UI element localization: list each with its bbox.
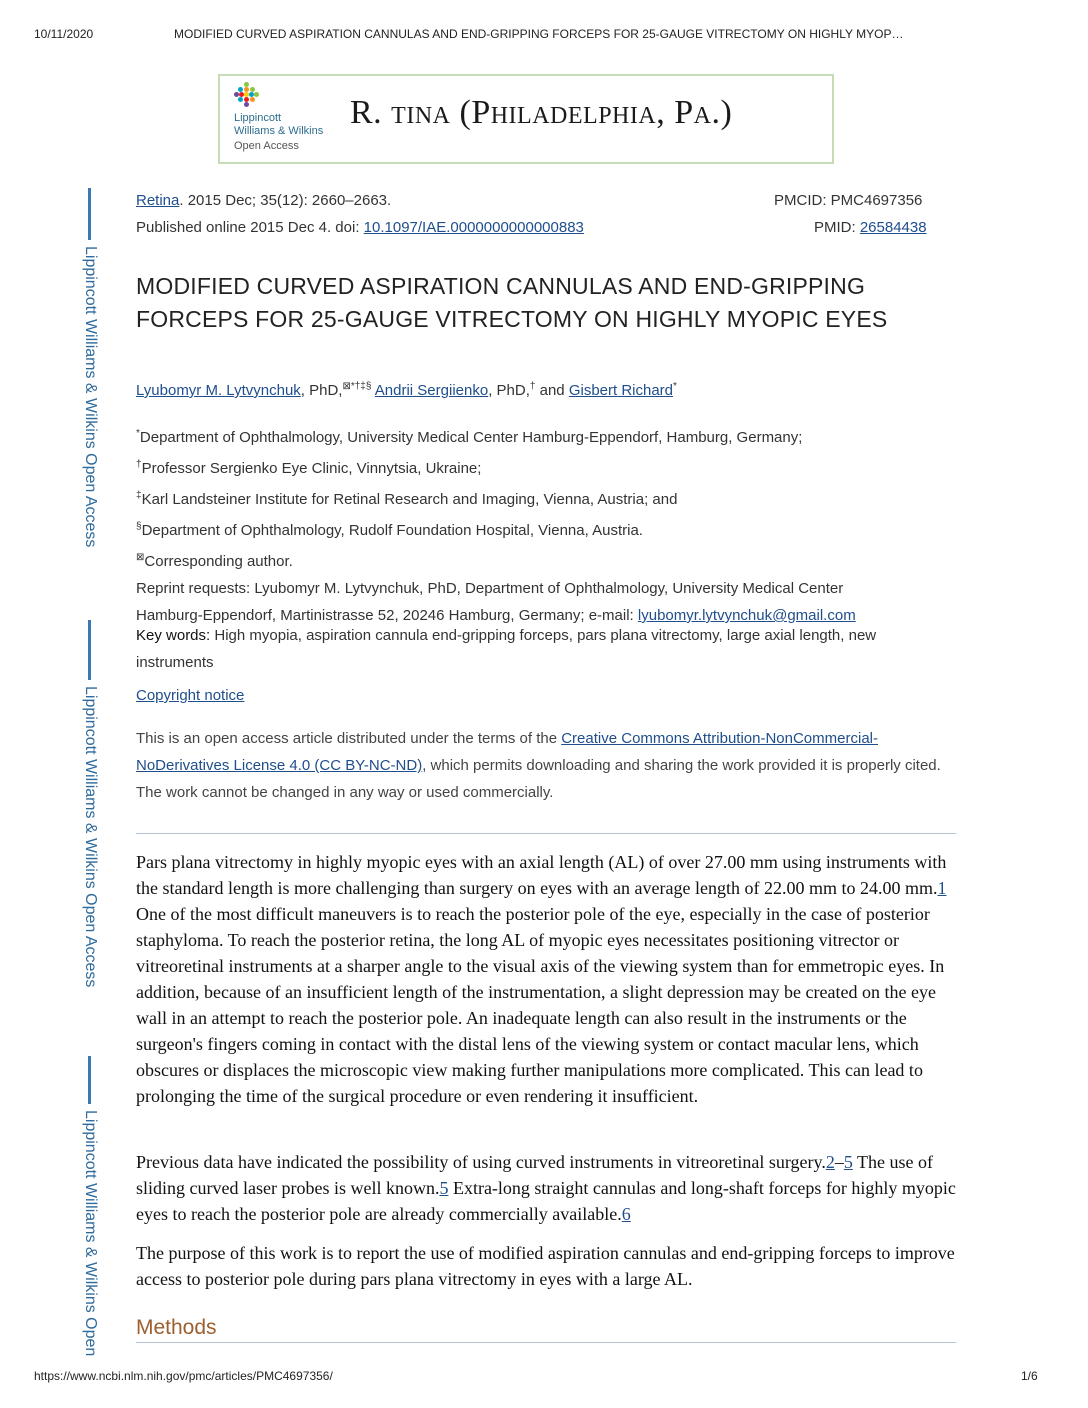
body-paragraph-3: The purpose of this work is to report the use of modified aspiration cannulas and end-gripping forceps to improve access to posterior pole during pars plana vitrectomy in eyes with a large AL. — [136, 1243, 955, 1289]
logo-grid-icon — [234, 82, 260, 108]
keywords-text: High myopia, aspiration cannula end-gripping forceps, pars plana vitrectomy, large axial length, new instruments — [136, 627, 877, 671]
publisher-name-line2: Williams & Wilkins — [234, 125, 324, 137]
publisher-logo — [234, 82, 344, 160]
paragraph-text: Pars plana vitrectomy in highly myopic eyes with an axial length (AL) of over 27.00 mm using instruments with the standard length is more challenging than surgery on eyes with an average length of 22.00 mm to 24.00 mm. — [136, 852, 947, 898]
side-text-3: Lippincott Williams & Wilkins Open — [82, 1110, 99, 1357]
print-page-number: 1/6 — [1021, 1369, 1038, 1383]
open-access-label: Open Access — [234, 140, 299, 152]
published-line — [136, 219, 584, 236]
affiliations — [136, 420, 956, 629]
author-affil-marks: ⊠*†‡§ — [342, 381, 372, 392]
print-date: 10/11/2020 — [34, 27, 94, 41]
citation-line — [136, 192, 391, 209]
affiliation-text: Corresponding author. — [144, 553, 293, 570]
paragraph-text: The use of sliding curved laser probes is well known. — [136, 1152, 934, 1198]
license-text — [136, 725, 956, 806]
affiliation-item — [136, 482, 956, 513]
reference-link[interactable]: 5 — [843, 1152, 853, 1172]
reference-dash: – — [834, 1152, 844, 1172]
reference-link[interactable]: 6 — [621, 1204, 631, 1224]
journal-banner[interactable] — [218, 74, 834, 164]
side-bar — [88, 620, 91, 680]
reprint-line1: Reprint requests: Lyubomyr M. Lytvynchuk, PhD, Department of Ophthalmology, University Medical Center — [136, 580, 844, 597]
affiliation-mark: ‡ — [136, 490, 142, 501]
side-watermark — [80, 188, 100, 1357]
affiliation-text: Professor Sergienko Eye Clinic, Vinnytsia, Ukraine; — [141, 460, 482, 477]
section-heading-methods: Methods — [136, 1316, 217, 1339]
side-text-1: Lippincott Williams & Wilkins Open Access — [82, 246, 99, 548]
side-bar — [88, 1056, 91, 1104]
author-affil-marks: † — [529, 381, 536, 392]
reference-link[interactable]: 2 — [825, 1152, 835, 1172]
copyright-notice-link[interactable]: Copyright notice — [136, 687, 245, 704]
author-link[interactable]: Lyubomyr M. Lytvynchuk — [136, 382, 301, 399]
license-pre: This is an open access article distributed under the terms of the — [136, 730, 562, 747]
pmid-link[interactable]: 26584438 — [859, 219, 927, 236]
author-list — [136, 381, 677, 399]
body-paragraph-1 — [136, 849, 956, 1109]
side-bar — [88, 188, 91, 240]
author-degree: , PhD, — [300, 382, 343, 399]
pmid-label: PMID: — [814, 219, 860, 236]
print-url: https://www.ncbi.nlm.nih.gov/pmc/articles/PMC4697356/ — [34, 1369, 333, 1383]
paragraph-text: Previous data have indicated the possibility of using curved instruments in vitreoretinal surgery. — [136, 1152, 826, 1172]
affiliation-mark: § — [136, 521, 142, 532]
author-link[interactable]: Andrii Sergiienko — [374, 382, 489, 399]
author-affil-marks: * — [673, 381, 677, 392]
license-link[interactable]: Creative Commons Attribution-NonCommercial-NoDerivatives License 4.0 (CC BY-NC-ND) — [136, 730, 878, 774]
author-link[interactable]: Gisbert Richard — [568, 382, 674, 399]
article-title: MODIFIED CURVED ASPIRATION CANNULAS AND END-GRIPPING FORCEPS FOR 25-GAUGE VITRECTOMY ON HIGHLY MYOPIC EYES — [136, 273, 888, 332]
license-post: , which permits downloading and sharing the work provided it is properly cited. The work cannot be changed in any way or used commercially. — [136, 757, 941, 801]
affiliation-text: Department of Ophthalmology, University Medical Center Hamburg-Eppendorf, Hamburg, Germany; — [139, 429, 803, 446]
journal-title: R. tina (Philadelphia, Pa.) — [350, 94, 733, 131]
author-degree: , PhD, — [488, 382, 530, 399]
author-conjunction: and — [535, 382, 569, 399]
email-link[interactable]: lyubomyr.lytvynchuk@gmail.com — [637, 607, 856, 624]
affiliation-item — [136, 513, 956, 544]
affiliation-item — [136, 544, 956, 575]
section-rule — [136, 1342, 956, 1343]
reprint-address: Hamburg-Eppendorf, Martinistrasse 52, 20246 Hamburg, Germany; e-mail: — [136, 607, 638, 624]
affiliation-mark: ⊠ — [136, 552, 145, 563]
reference-link[interactable]: 5 — [439, 1178, 449, 1198]
doi-link[interactable]: 10.1097/IAE.0000000000000883 — [363, 219, 584, 236]
affiliation-item — [136, 420, 956, 451]
body-paragraph-2 — [136, 1149, 956, 1227]
publisher-name-line1: Lippincott — [234, 112, 282, 124]
citation-issue: . 2015 Dec; 35(12): 2660–2663. — [179, 192, 392, 209]
paragraph-text: One of the most difficult maneuvers is to reach the posterior pole of the eye, especially in the case of posterior staphyloma. To reach the posterior retina, the long AL of myopic eyes necessitates positioning vitrector or vitreoretinal instruments at a sharper angle to the visual axis of the viewing system than for emmetropic eyes. In addition, because of an insufficient length of the instrumentation, a slight depression may be created on the eye wall in an attempt to reach the posterior pole. An inadequate length can also result in the instruments or the surgeon's fingers coming in contact with the distal lens of the viewing system or contact macular lens, which obscures or displaces the microscopic view making further manipulations more complicated. This can lead to prolonging the time of the surgical procedure or even rendering it insufficient. — [136, 904, 945, 1106]
affiliation-text: Karl Landsteiner Institute for Retinal Research and Imaging, Vienna, Austria; and — [141, 491, 678, 508]
side-text-2: Lippincott Williams & Wilkins Open Access — [82, 686, 99, 988]
paragraph-text: Extra-long straight cannulas and long-shaft forceps for highly myopic eyes to reach the posterior pole are already commercially available. — [136, 1178, 956, 1224]
affiliation-text: Department of Ophthalmology, Rudolf Foundation Hospital, Vienna, Austria. — [141, 522, 643, 539]
reference-link[interactable]: 1 — [937, 878, 947, 898]
affiliation-item — [136, 451, 956, 482]
keywords — [136, 622, 956, 676]
published-label: Published online 2015 Dec 4. doi: — [136, 219, 364, 236]
print-doc-title: MODIFIED CURVED ASPIRATION CANNULAS AND END-GRIPPING FORCEPS FOR 25-GAUGE VITRECTOMY ON HIGHLY MYOP… — [174, 27, 904, 41]
journal-link[interactable]: Retina — [136, 192, 180, 209]
section-divider — [136, 833, 956, 834]
keywords-label: Key words: — [136, 627, 211, 644]
pmcid: PMCID: PMC4697356 — [774, 192, 923, 209]
affiliation-mark: † — [136, 459, 142, 470]
pmid-line — [814, 219, 927, 236]
affiliation-mark: * — [136, 428, 140, 439]
